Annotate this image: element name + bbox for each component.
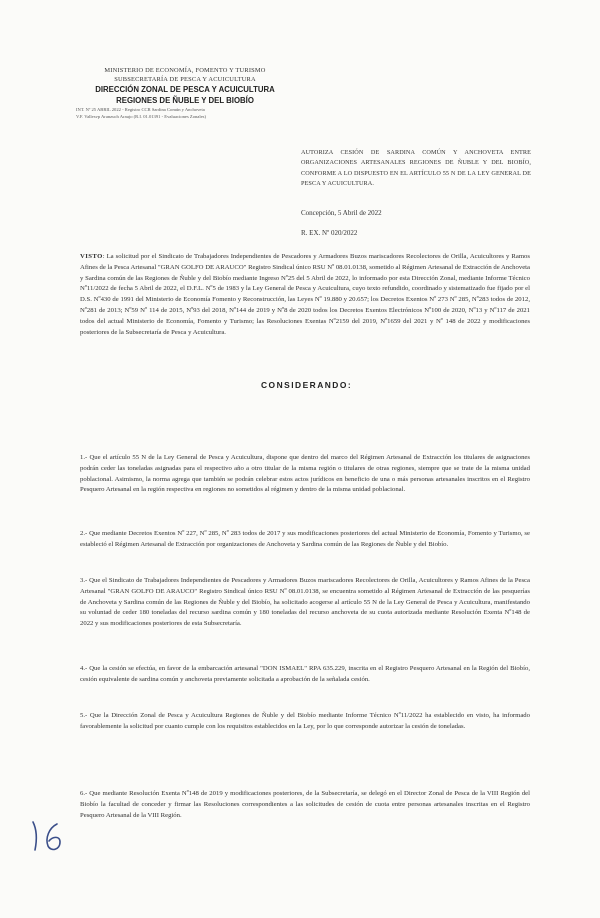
- considerando-1: 1.- Que el artículo 55 N de la Ley General de Pesca y Acuicultura, dispone que dentro del marco del Régimen Artesanal de Extracción los titulares de asignaciones podrán ceder las toneladas asignadas para el respectivo año a otro titular de la misma región o titulares de otras regiones, siempre que se trate de la misma unidad poblacional. Asimismo, la norma agrega que también se podrán celebrar estos actos jurídicos en beneficio de una o más personas artesanales inscritos en el Registro Pesquero Artesanal en la región respectiva en regiones no sometidos al régimen y dentro de la misma unidad poblacional.: [80, 454, 530, 494]
- subsecretaria-line: SUBSECRETARÍA DE PESCA Y ACUICULTURA: [114, 76, 256, 83]
- letterhead-detail-1: INT. Nº 25 ABRIL 2022 - Registro CCR Sardina Común y Anchoveta: [76, 107, 205, 112]
- visto-label: VISTO: [80, 253, 103, 260]
- visto-text: : La solicitud por el Sindicato de Trabajadores Independientes de Pescadores y Armadores Buzos mariscadores Recolectores de Orilla, Acuicultores y Ramos Afines de la Pesca Artesanal "GRAN GOLFO DE ARAUCO" Registro Sindical único RSU Nº 08.01.0138, sometido al Régimen Artesanal de Extracción de Anchoveta y Sardina común de las Regiones de Ñuble y del Biobío mediante Ingreso Nº25 del 5 Abril de 2022, lo informado por esta Dirección Zonal, mediante Informe Técnico Nº11/2022 de fecha 5 Abril de 2022, el D.F.L. Nº5 de 1983 y la Ley General de Pesca y Acuicultura, cuyo texto refundido, coordinado y sistematizado fue fijado por el D.S. Nº430 de 1991 del Ministerio de Economía Fomento y Reconstrucción, las Leyes Nº 19.880 y 20.657; los Decretos Exentos Nº 273 Nº 285, Nº283 todos de 2012, Nº281 de 2013; Nº59 Nº 114 de 2015, Nº93 del 2018, Nº144 de 2019 y Nº8 de 2020 todos los Decretos Exentos Electrónicos Nº100 de 2020, Nº13 y Nº117 de 2021 todos del actual Ministerio de Economía, Fomento y Turismo; las Resoluciones Exentas Nº2159 del 2019, Nº1659 del 2021 y Nº 148 de 2022 y modificaciones posteriores de la Subsecretaría de Pesca y Acuicultura.: [80, 253, 530, 336]
- direccion-line: DIRECCIÓN ZONAL DE PESCA Y ACUICULTURA: [95, 85, 275, 94]
- handwritten-initials: [27, 818, 69, 854]
- dateline: Concepción, 5 Abril de 2022: [301, 209, 382, 217]
- considerando-6: 6.- Que mediante Resolución Exenta Nº148 de 2019 y modificaciones posteriores, de la Subsecretaría, se delegó en el Director Zonal de Pesca de la VIII Región del Biobío la facultad de conceder y firmar las Resoluciones correspondientes a las solicitudes de cesión de cuota entre personas artesanales inscritas en el Registro Pesquero Artesanal de la VIII Región.: [80, 790, 530, 819]
- letterhead-detail-2: V.F. Vallesvp Aranzuch Araujo (R.I. 01.01391 - Evaluaciones Zonales): [76, 114, 206, 119]
- visto-paragraph: [80, 252, 530, 338]
- considerando-5: 5.- Que la Dirección Zonal de Pesca y Acuicultura Regiones de Ñuble y del Biobío mediante Informe Técnico Nº11/2022 ha establecido en visto, ha informado favorablemente la solicitud por cuanto cumple con los requisitos establecidos en la Ley, por lo que corresponde autorizar la cesión de toneladas.: [80, 712, 530, 730]
- regiones-line: REGIONES DE ÑUBLE Y DEL BIOBÍO: [116, 96, 254, 105]
- considerando-4: 4.- Que la cesión se efectúa, en favor de la embarcación artesanal "DON ISMAEL" RPA 635.229, inscrita en el Registro Pesquero Artesanal en la Región del Biobío, cesión equivalente de sardina común y anchoveta previamente solicitada a aprobación de la señalada cesión.: [80, 665, 530, 683]
- letterhead: [60, 66, 310, 120]
- considerando-3: 3.- Que el Sindicato de Trabajadores Independientes de Pescadores y Armadores Buzos mariscadores Recolectores de Orilla, Acuicultores y Ramos Afines de la Pesca Artesanal "GRAN GOLFO DE ARAUCO" Registro Sindical único RSU Nº 08.01.0138, se encuentra sometido al Régimen Artesanal de Extracción de las pesquerías de Anchoveta y Sardina común de las Regiones de Ñuble y del Biobío, ha solicitado acogerse al artículo 55 N de la Ley General de Pesca y Acuicultura, manifestando su voluntad de ceder 180 toneladas del recurso sardina común y 180 toneladas del recurso anchoveta de su cuota autorizada mediante Resolución Exenta Nº148 de 2022 y sus modificaciones posteriores de esta Subsecretaría.: [80, 577, 530, 628]
- ministry-line: MINISTERIO DE ECONOMÍA, FOMENTO Y TURISMO: [104, 67, 266, 74]
- resolution-matter: AUTORIZA CESIÓN DE SARDINA COMÚN Y ANCHOVETA ENTRE ORGANIZACIONES ARTESANALES REGIONES DE ÑUBLE Y DEL BIOBÍO, CONFORME A LO DISPUESTO EN EL ARTÍCULO 55 N DE LA LEY GENERAL DE PESCA Y ACUICULTURA.: [301, 149, 531, 187]
- resolution-number: R. EX. Nº 020/2022: [301, 229, 358, 237]
- considerando-heading: CONSIDERANDO:: [261, 380, 353, 390]
- considerando-2: 2.- Que mediante Decretos Exentos Nº 227, Nº 285, Nº 283 todos de 2017 y sus modificaciones posteriores del actual Ministerio de Economía, Fomento y Turismo, se estableció el Régimen Artesanal de Extracción por organizaciones de Anchoveta y Sardina común de las Regiones de Ñuble y del Biobío.: [80, 530, 530, 548]
